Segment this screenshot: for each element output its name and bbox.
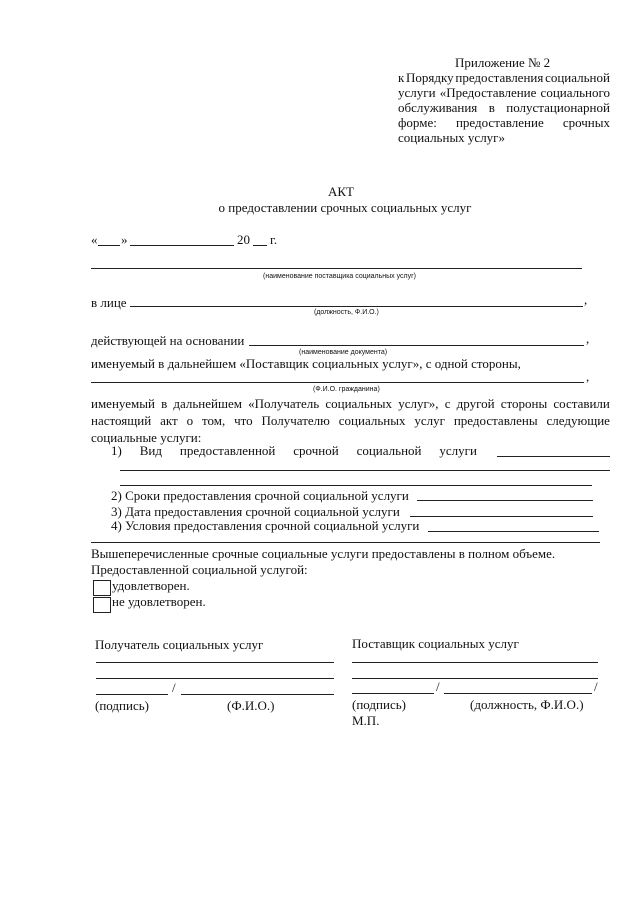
appendix-word: предоставления [455,70,544,85]
recipient-signature-title: Получатель социальных услуг [95,637,264,652]
appendix-line-1 [398,70,610,86]
item-2-label: 2) Сроки предоставления срочной социальной услуги [111,488,409,503]
comma: , [586,331,590,346]
date-open-quote: « [91,232,98,247]
paragraph-word: том, [201,413,226,428]
year-field[interactable] [253,245,267,246]
paragraph-word: стороны [500,396,548,411]
service-conditions-field-line-2[interactable] [91,542,600,543]
year-prefix: 20 [237,232,250,247]
item-1-label [111,443,477,459]
provider-signature-field[interactable] [352,693,434,694]
recipient-text-line-2 [91,413,610,429]
paragraph-word: настоящий [91,413,152,428]
day-field[interactable] [98,245,120,246]
provider-signature-title: Поставщик социальных услуг [352,636,519,651]
item-word: срочной [293,443,339,458]
item-word: социальной [356,443,422,458]
document-subtitle: о предоставлении срочных социальных услуг [218,200,472,215]
not-satisfied-label: не удовлетворен. [112,594,206,609]
appendix-word: обслуживания [398,100,478,115]
service-conditions-field[interactable] [428,531,599,532]
appendix-word: «Предоставление [439,85,537,100]
appendix-line-5: социальных услуг» [398,130,506,145]
recipient-name-caption: (Ф.И.О.) [227,698,275,713]
appendix-word: Порядку [406,70,454,85]
provider-field-line-1[interactable] [352,662,598,663]
paragraph-word: составили [553,396,610,411]
stamp-label: М.П. [352,713,380,728]
paragraph-word: именуемый [91,396,155,411]
item-word: предоставленной [179,443,276,458]
appendix-word: полустационарной [506,100,610,115]
provider-caption: (наименование поставщика социальных услуг) [263,273,417,280]
item-word: услуги [439,443,477,458]
paragraph-word: социальных [325,396,393,411]
appendix-word: социального [540,85,610,100]
position-name-field[interactable] [130,306,583,307]
item-word: 1) [111,443,122,458]
paragraph-word: следующие [546,413,610,428]
paragraph-word: предоставлены [453,413,538,428]
provider-named-text: именуемый в дальнейшем «Поставщик социальных услуг», с одной стороны, [91,356,521,371]
appendix-word: социальной [545,70,610,85]
appendix-line-2 [398,85,610,101]
item-4-label: 4) Условия предоставления срочной социальной услуги [111,518,420,533]
appendix-word: срочных [562,115,610,130]
service-type-field-line-3[interactable] [120,485,592,486]
document-title: АКТ [328,184,354,199]
paragraph-word: о [186,413,194,428]
paragraph-word: «Получатель [248,396,320,411]
basis-label: действующей на основании [91,333,245,348]
appendix-word: предоставление [455,115,544,130]
appendix-title: Приложение № 2 [455,55,551,70]
paragraph-word: что [234,413,253,428]
satisfied-checkbox[interactable] [93,580,111,596]
satisfied-label: удовлетворен. [112,578,190,593]
comma: , [586,369,590,384]
paragraph-word: услуг [414,413,445,428]
year-suffix: г. [270,232,278,247]
conclusion-line-1: Вышеперечисленные срочные социальные услуги предоставлены в полном объеме. [91,546,556,561]
appendix-line-4 [398,115,610,131]
citizen-caption: (Ф.И.О. гражданина) [313,386,380,393]
appendix-line-3 [398,100,610,116]
recipient-field-line-2[interactable] [96,678,334,679]
service-type-field[interactable] [497,456,610,457]
in-person-label: в лице [91,295,127,310]
document-caption: (наименование документа) [299,349,388,356]
paragraph-word: другой [456,396,495,411]
provider-name-field[interactable] [91,268,582,269]
appendix-word: форме: [398,115,437,130]
date-close-quote: » [121,232,128,247]
paragraph-word: дальнейшем [173,396,242,411]
position-caption: (должность, Ф.И.О.) [314,309,379,316]
paragraph-word: Получателю [261,413,330,428]
service-date-field[interactable] [410,516,593,517]
month-field[interactable] [130,245,234,246]
conclusion-line-2: Предоставленной социальной услугой: [91,562,308,577]
slash: / [594,679,598,694]
provider-field-line-2[interactable] [352,678,598,679]
paragraph-word: в [161,396,168,411]
slash: / [436,679,440,694]
item-word: Вид [139,443,162,458]
paragraph-word: услуг», [398,396,439,411]
appendix-word: в [488,100,495,115]
comma: , [584,292,588,307]
recipient-signature-caption: (подпись) [95,698,149,713]
slash: / [172,680,176,695]
not-satisfied-checkbox[interactable] [93,597,111,613]
appendix-word: услуги [398,85,436,100]
service-period-field[interactable] [417,500,593,501]
paragraph-word: акт [160,413,178,428]
recipient-name-field[interactable] [181,694,334,695]
provider-position-name-field[interactable] [444,693,592,694]
provider-position-caption: (должность, Ф.И.О.) [470,697,584,712]
recipient-text-line-1 [91,396,610,412]
recipient-text-line-3: социальные услуги: [91,430,202,445]
basis-document-field[interactable] [249,345,584,346]
provider-signature-caption: (подпись) [352,697,406,712]
appendix-word: к [398,70,405,85]
service-type-field-line-2[interactable] [120,470,610,471]
citizen-name-field[interactable] [91,382,584,383]
item-3-label: 3) Дата предоставления срочной социальной услуги [111,504,400,519]
recipient-field-line-1[interactable] [96,662,334,663]
paragraph-word: социальных [338,413,406,428]
recipient-signature-field[interactable] [96,694,168,695]
paragraph-word: с [444,396,451,411]
